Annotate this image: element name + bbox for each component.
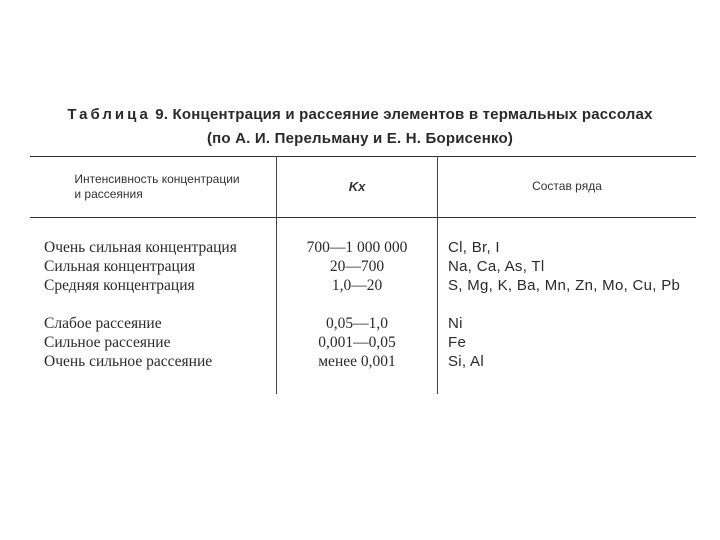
header-kx: Kx	[348, 179, 366, 194]
cell-composition: Ni	[448, 315, 463, 332]
cell-kx: менее 0,001	[318, 353, 396, 370]
table-title-line-2: (по А. И. Перельману и Е. Н. Борисенко)	[206, 130, 514, 147]
cell-composition: Fe	[448, 334, 467, 351]
cell-composition: Si, Al	[448, 353, 484, 370]
table-row	[0, 238, 720, 257]
table-row	[0, 276, 720, 314]
cell-composition: Na, Ca, As, Tl	[448, 258, 545, 275]
cell-intensity: Очень сильная концентрация	[44, 239, 237, 256]
table-row	[0, 333, 720, 352]
cell-composition: Cl, Br, I	[448, 239, 500, 256]
cell-kx: 700—1 000 000	[306, 239, 408, 256]
cell-intensity: Слабое рассеяние	[44, 315, 162, 332]
table-title	[0, 103, 720, 151]
table-row	[0, 314, 720, 333]
cell-intensity: Сильная концентрация	[44, 258, 196, 275]
table-title-line-1	[0, 103, 720, 127]
table-row	[0, 352, 720, 371]
cell-kx: 20—700	[329, 258, 385, 275]
table-header-rule	[30, 217, 696, 218]
cell-intensity: Средняя концентрация	[44, 277, 195, 294]
header-intensity	[30, 156, 276, 217]
cell-composition: S, Mg, K, Ba, Mn, Zn, Mo, Cu, Pb	[448, 277, 681, 294]
header-composition: Состав ряда	[532, 179, 602, 193]
header-intensity-line-2: и рассеяния	[74, 186, 143, 201]
table-row	[0, 257, 720, 276]
header-intensity-line-1: Интенсивность концентрации	[74, 171, 240, 186]
table-body	[0, 238, 720, 371]
cell-kx: 0,001—0,05	[318, 334, 396, 351]
cell-intensity: Очень сильное рассеяние	[44, 353, 213, 370]
cell-intensity: Сильное рассеяние	[44, 334, 171, 351]
cell-kx: 1,0—20	[331, 277, 383, 294]
table-title-prefix: Таблица	[67, 106, 151, 123]
cell-kx: 0,05—1,0	[326, 315, 388, 332]
table-title-text: 9. Концентрация и рассеяние элементов в термальных рассолах	[150, 106, 653, 123]
